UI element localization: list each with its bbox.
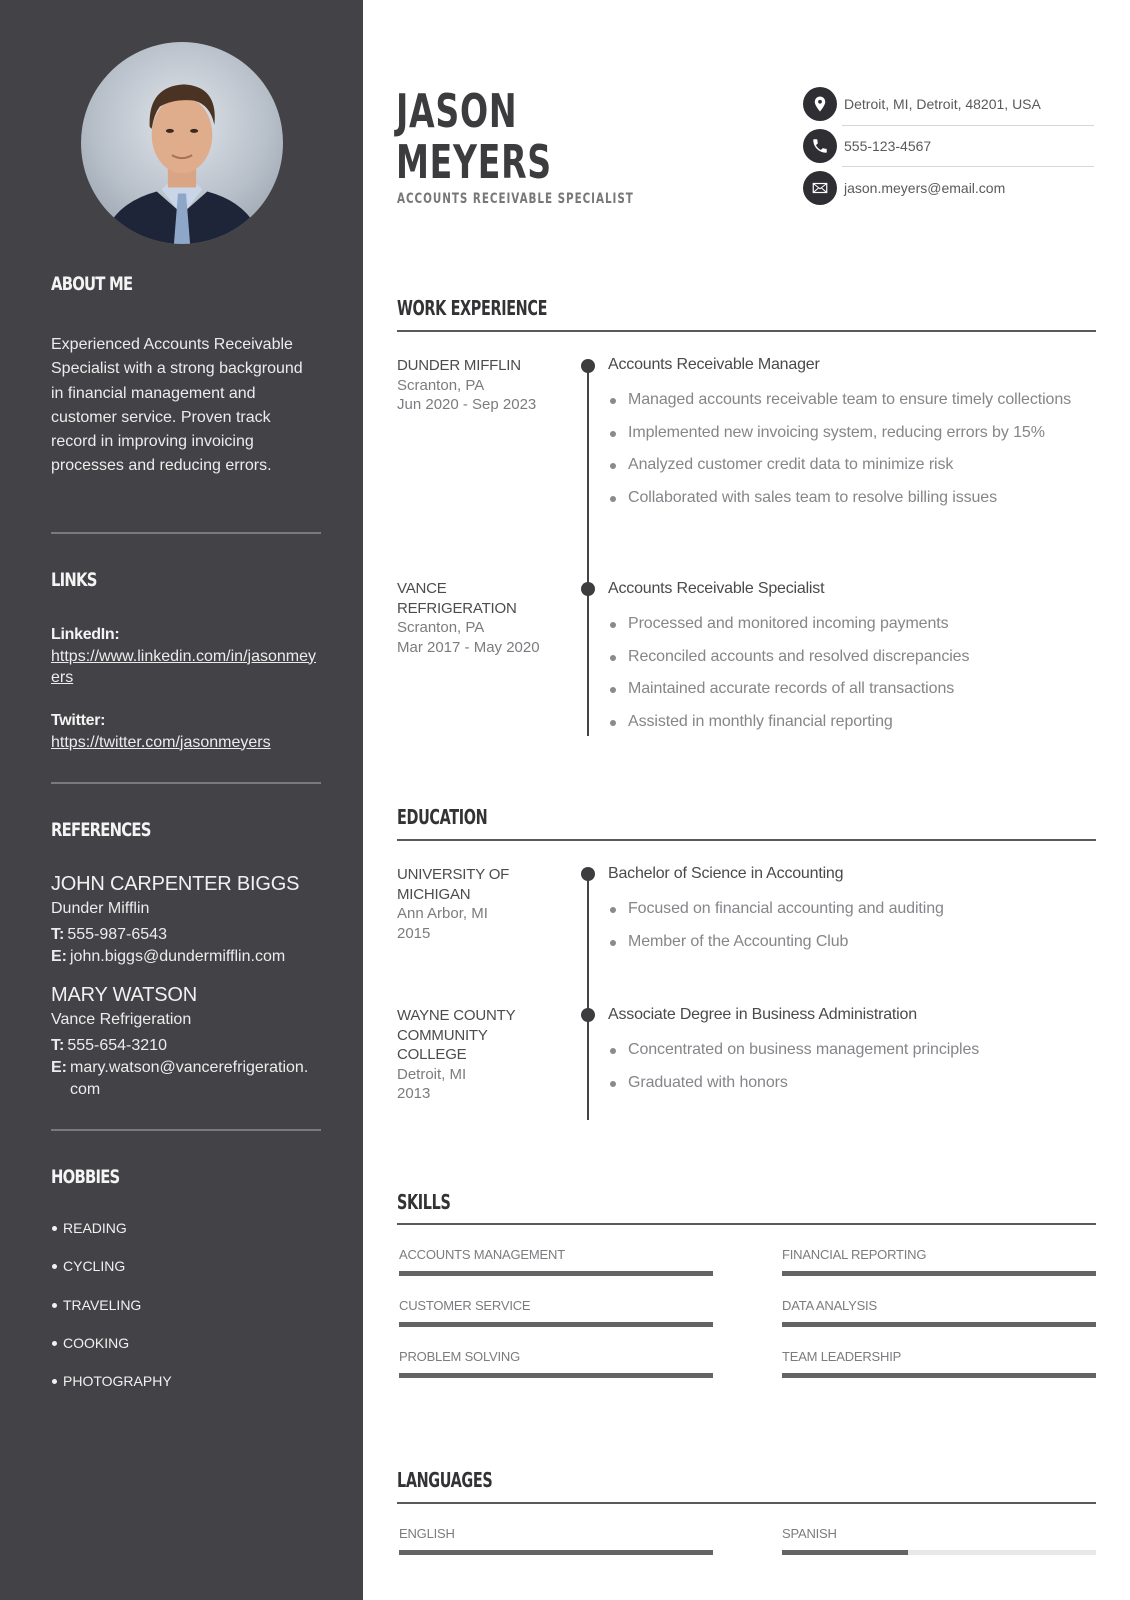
timeline-dot-icon (581, 359, 595, 373)
bullet-text: Assisted in monthly financial reporting (628, 712, 893, 730)
bullet-icon (610, 1048, 616, 1054)
name-last: MEYERS (396, 135, 552, 189)
bullet-item (608, 614, 1088, 635)
email-value: mary.watson@vancerefrigeration.com (70, 1059, 309, 1098)
skill-bar-fill (399, 1271, 713, 1276)
divider (51, 782, 321, 784)
section-rule (397, 330, 1096, 332)
bullet-icon (52, 1226, 57, 1231)
year: 2013 (397, 1085, 431, 1102)
job-title: ACCOUNTS RECEIVABLE SPECIALIST (397, 191, 634, 207)
bullet-text: Graduated with honors (628, 1073, 788, 1091)
location-pin-icon (803, 87, 837, 121)
role: Accounts Receivable Manager (608, 356, 820, 373)
hobby-item (51, 1371, 172, 1409)
bullet-icon (610, 463, 616, 469)
candidate-name (396, 86, 552, 188)
link-label: LinkedIn: (51, 626, 120, 643)
skill-label: DATA ANALYSIS (782, 1298, 877, 1313)
skill-item (399, 1349, 713, 1378)
bullet-icon (52, 1341, 57, 1346)
skill-bar-fill (782, 1373, 1096, 1378)
link-twitter (51, 710, 321, 753)
languages-heading: LANGUAGES (397, 1468, 493, 1492)
skills-heading: SKILLS (397, 1190, 451, 1214)
contact-phone (803, 129, 1093, 163)
hobbies-heading: HOBBIES (51, 1166, 120, 1188)
education-heading: EDUCATION (397, 805, 488, 829)
email-key: E: (51, 948, 67, 965)
bullet-text: Maintained accurate records of all transactions (628, 680, 955, 697)
profile-photo (81, 42, 283, 244)
contact-address (803, 87, 1093, 121)
skill-bar (399, 1322, 713, 1327)
education-details (608, 863, 1088, 964)
skill-bar (782, 1322, 1096, 1327)
reference-company: Dunder Mifflin (51, 900, 150, 917)
email-text: jason.meyers@email.com (844, 180, 1006, 196)
bullet-item (608, 679, 1088, 700)
education-details (608, 1004, 1088, 1105)
reference-item (51, 982, 321, 1101)
language-bar (399, 1550, 713, 1555)
timeline-line (587, 874, 589, 1120)
links-heading: LINKS (51, 569, 97, 591)
hobby-label: COOKING (63, 1334, 130, 1351)
education-meta (397, 865, 537, 943)
education-meta (397, 1006, 537, 1104)
reference-phone (51, 924, 321, 946)
hobby-item (51, 1295, 172, 1333)
language-bar-fill (399, 1550, 713, 1555)
section-rule (397, 839, 1096, 841)
bullet-text: Implemented new invoicing system, reducing errors by 15% (628, 423, 1045, 441)
hobby-label: TRAVELING (63, 1296, 142, 1313)
skill-bar (782, 1271, 1096, 1276)
bullet-icon (52, 1264, 57, 1269)
bullet-icon (610, 720, 616, 726)
linkedin-link[interactable]: https://www.linkedin.com/in/jasonmeyers (51, 647, 316, 686)
work-meta (397, 579, 557, 657)
work-details (608, 578, 1088, 744)
company: VANCE REFRIGERATION (397, 580, 517, 617)
skill-bar-fill (399, 1373, 713, 1378)
language-bar-fill (782, 1550, 908, 1555)
bullet-item (608, 932, 1088, 953)
bullet-text: Reconciled accounts and resolved discrepancies (628, 647, 970, 665)
work-heading: WORK EXPERIENCE (397, 296, 548, 320)
contact-email (803, 171, 1093, 205)
bullet-item (608, 423, 1088, 444)
bullet-icon (610, 940, 616, 946)
bullet-icon (52, 1379, 57, 1384)
degree: Associate Degree in Business Administration (608, 1006, 917, 1023)
school: WAYNE COUNTY COMMUNITY COLLEGE (397, 1007, 516, 1063)
language-label: SPANISH (782, 1526, 837, 1541)
bullet-text: Focused on financial accounting and auditing (628, 900, 944, 917)
references-heading: REFERENCES (51, 819, 151, 841)
bullet-icon (610, 431, 616, 437)
bullet-item (608, 647, 1088, 668)
phone-value: 555-987-6543 (67, 926, 167, 943)
timeline-dot-icon (581, 867, 595, 881)
email-key: E: (51, 1059, 67, 1076)
hobby-label: READING (63, 1220, 127, 1236)
skill-bar (399, 1271, 713, 1276)
address-text: Detroit, MI, Detroit, 48201, USA (844, 96, 1041, 112)
about-heading: ABOUT ME (51, 273, 133, 295)
link-linkedin (51, 624, 321, 689)
bullet-item (608, 390, 1088, 411)
bullet-icon (610, 398, 616, 404)
skill-label: FINANCIAL REPORTING (782, 1247, 927, 1262)
skill-item (399, 1247, 713, 1276)
timeline-line (587, 364, 589, 736)
skill-label: TEAM LEADERSHIP (782, 1349, 902, 1364)
reference-name: MARY WATSON (51, 984, 197, 1006)
bullet-text: Concentrated on business management principles (628, 1041, 980, 1058)
skill-item (782, 1349, 1096, 1378)
bullet-item (608, 455, 1088, 476)
phone-text: 555-123-4567 (844, 138, 932, 154)
skill-label: PROBLEM SOLVING (399, 1349, 521, 1364)
phone-key: T: (51, 926, 65, 943)
reference-company: Vance Refrigeration (51, 1011, 192, 1028)
location: Scranton, PA (397, 376, 485, 394)
reference-email (51, 946, 321, 968)
bullet-icon (610, 1081, 616, 1087)
email-value: john.biggs@dundermifflin.com (70, 948, 286, 965)
bullet-text: Collaborated with sales team to resolve billing issues (628, 488, 998, 506)
dates: Mar 2017 - May 2020 (397, 638, 540, 656)
hobby-label: PHOTOGRAPHY (63, 1373, 172, 1390)
bullet-text: Analyzed customer credit data to minimize risk (628, 456, 954, 473)
phone-key: T: (51, 1037, 65, 1054)
skill-bar (782, 1373, 1096, 1378)
divider (51, 1129, 321, 1131)
hobby-item (51, 1218, 172, 1256)
skill-label: ACCOUNTS MANAGEMENT (399, 1247, 565, 1262)
sidebar (0, 0, 363, 1600)
divider (842, 125, 1094, 126)
bullet-text: Managed accounts receivable team to ensure timely collections (628, 391, 1072, 408)
bullet-icon (610, 496, 616, 502)
link-label: Twitter: (51, 712, 106, 729)
language-bar (782, 1550, 1096, 1555)
language-item (782, 1526, 1096, 1555)
language-label: ENGLISH (399, 1526, 455, 1541)
bullet-item (608, 1073, 1088, 1094)
bullet-icon (610, 622, 616, 628)
year: 2015 (397, 924, 431, 942)
divider (842, 166, 1094, 167)
location: Scranton, PA (397, 619, 485, 636)
location: Ann Arbor, MI (397, 905, 488, 922)
location: Detroit, MI (397, 1065, 467, 1083)
bullet-text: Processed and monitored incoming payments (628, 615, 949, 632)
section-rule (397, 1502, 1096, 1504)
skill-label: CUSTOMER SERVICE (399, 1298, 531, 1313)
envelope-icon (803, 171, 837, 205)
degree: Bachelor of Science in Accounting (608, 865, 844, 882)
bullet-item (608, 712, 1088, 733)
skill-bar-fill (399, 1322, 713, 1327)
role: Accounts Receivable Specialist (608, 580, 825, 597)
bullet-icon (610, 687, 616, 693)
company: DUNDER MIFFLIN (397, 357, 521, 374)
bullet-list (608, 390, 1088, 508)
phone-value: 555-654-3210 (67, 1037, 167, 1054)
skill-item (782, 1247, 1096, 1276)
hobby-label: CYCLING (63, 1258, 126, 1275)
section-rule (397, 1223, 1096, 1225)
reference-name: JOHN CARPENTER BIGGS (51, 873, 300, 895)
reference-item (51, 871, 321, 968)
bullet-item (608, 1040, 1088, 1061)
name-first: JASON (396, 84, 518, 138)
timeline-dot-icon (581, 1008, 595, 1022)
bullet-icon (610, 655, 616, 661)
skill-item (782, 1298, 1096, 1327)
language-item (399, 1526, 713, 1555)
reference-phone (51, 1035, 321, 1057)
school: UNIVERSITY OF MICHIGAN (397, 866, 510, 903)
work-details (608, 354, 1088, 520)
bullet-item (608, 488, 1088, 509)
hobby-item (51, 1256, 172, 1294)
bullet-item (608, 899, 1088, 920)
about-text: Experienced Accounts Receivable Specialist with a strong background in financial management and customer service. Proven track record in improving invoicing processes and reducing errors. (51, 336, 303, 475)
skill-bar-fill (782, 1322, 1096, 1327)
hobbies-list (51, 1218, 172, 1409)
phone-icon (803, 129, 837, 163)
bullet-list (608, 899, 1088, 952)
dates: Jun 2020 - Sep 2023 (397, 396, 537, 413)
bullet-list (608, 1040, 1088, 1093)
hobby-item (51, 1333, 172, 1371)
bullet-icon (52, 1303, 57, 1308)
divider (51, 532, 321, 534)
reference-email (51, 1057, 321, 1101)
bullet-list (608, 614, 1088, 732)
bullet-icon (610, 907, 616, 913)
skill-item (399, 1298, 713, 1327)
twitter-link[interactable]: https://twitter.com/jasonmeyers (51, 733, 271, 751)
bullet-text: Member of the Accounting Club (628, 932, 849, 950)
skill-bar-fill (782, 1271, 1096, 1276)
timeline-dot-icon (581, 582, 595, 596)
work-meta (397, 356, 567, 415)
skill-bar (399, 1373, 713, 1378)
portrait-image (81, 42, 283, 244)
